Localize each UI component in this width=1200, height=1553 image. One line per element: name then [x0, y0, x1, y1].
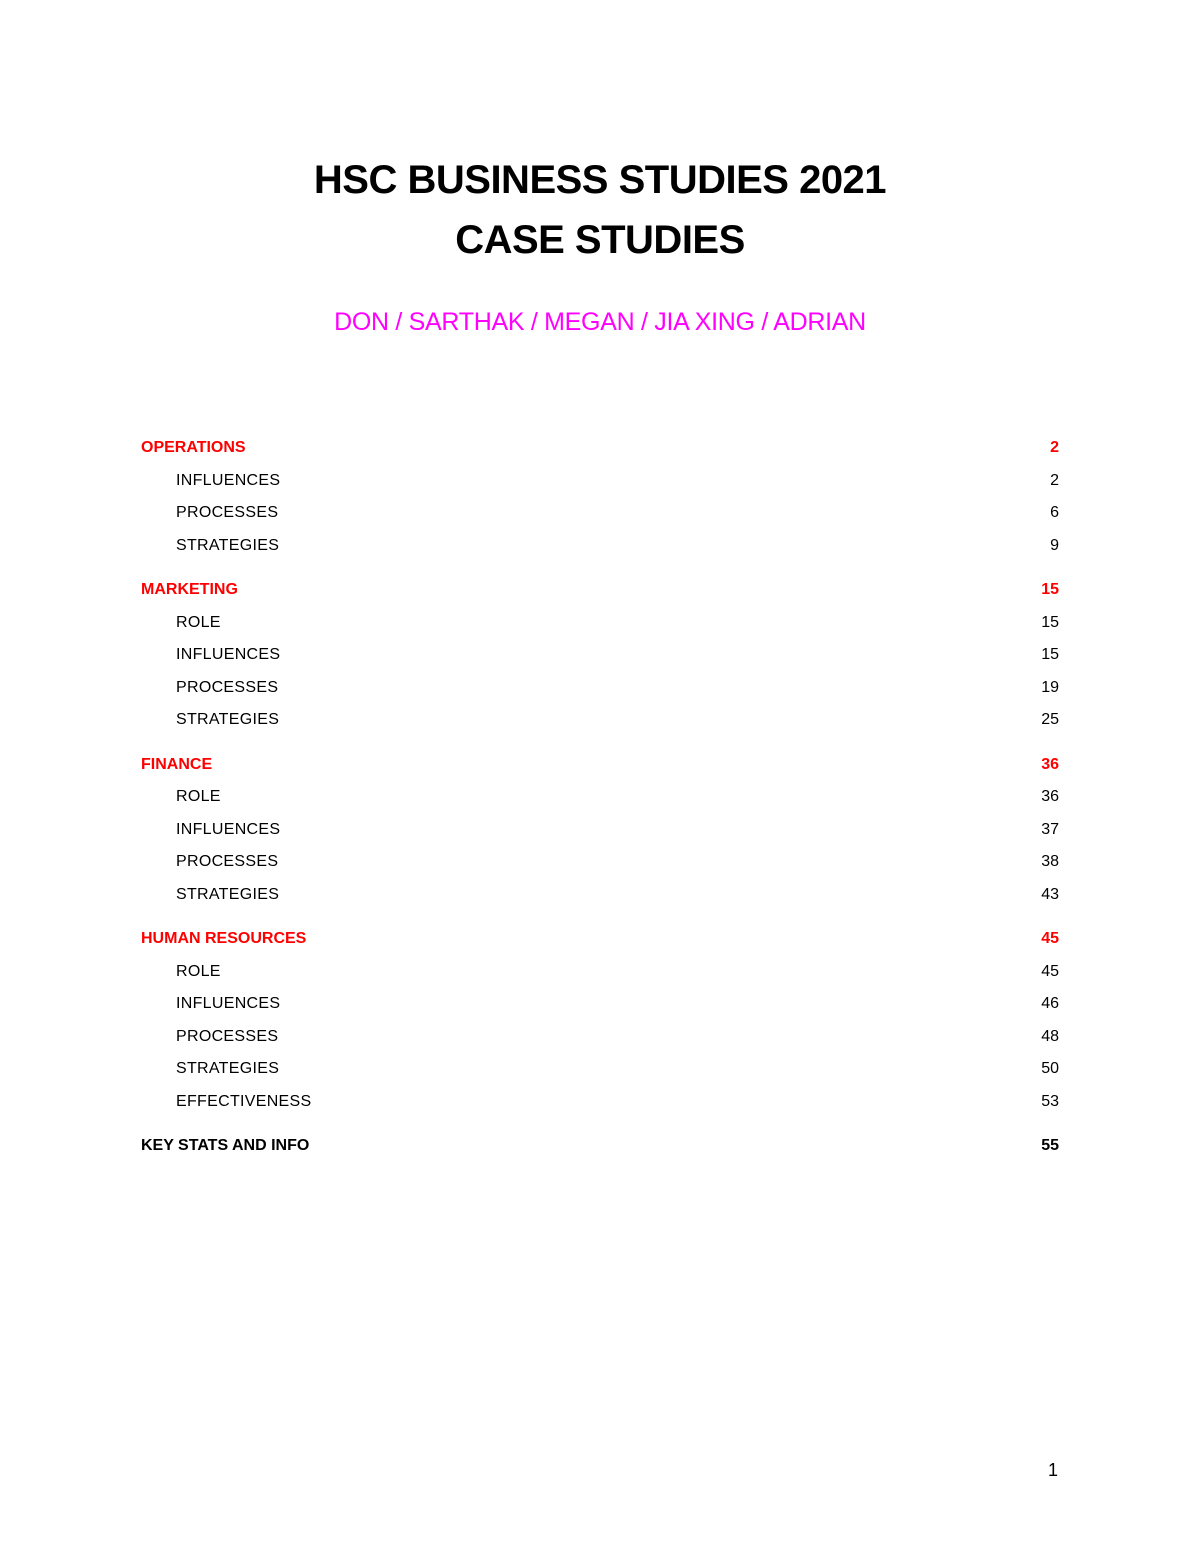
- toc-entry-page: 2: [1050, 471, 1059, 489]
- toc-entry-marketing-processes[interactable]: [141, 672, 1059, 705]
- toc-section-finance: [141, 749, 1059, 912]
- toc-entry-page: 19: [1041, 678, 1059, 696]
- toc-entry-label: PROCESSES: [176, 853, 279, 870]
- toc-entry-label: INFLUENCES: [176, 820, 281, 838]
- toc-entry-page: 43: [1041, 885, 1059, 903]
- toc-heading-key-stats[interactable]: [141, 1130, 1059, 1163]
- toc-entry-hr-strategies[interactable]: [141, 1053, 1059, 1086]
- toc-entry-marketing-influences[interactable]: [141, 639, 1059, 672]
- toc-heading-marketing[interactable]: [141, 574, 1059, 607]
- toc-entry-label: ROLE: [176, 962, 221, 980]
- toc-entry-hr-processes[interactable]: [141, 1021, 1059, 1054]
- toc-entry-hr-role[interactable]: [141, 956, 1059, 989]
- toc-entry-page: 36: [1041, 788, 1059, 805]
- page-number: 1: [1047, 1460, 1058, 1480]
- toc-section-operations: [141, 432, 1059, 562]
- toc-entry-page: 37: [1041, 820, 1059, 838]
- toc-entry-label: ROLE: [176, 613, 221, 631]
- toc-heading-label: MARKETING: [141, 581, 238, 598]
- toc-entry-finance-processes[interactable]: [141, 846, 1059, 879]
- table-of-contents: [141, 432, 1059, 1175]
- toc-entry-label: INFLUENCES: [176, 646, 281, 663]
- toc-heading-label: FINANCE: [141, 755, 213, 773]
- toc-heading-page: 15: [1041, 581, 1059, 598]
- toc-entry-marketing-strategies[interactable]: [141, 704, 1059, 737]
- toc-heading-operations[interactable]: [141, 432, 1059, 465]
- toc-entry-label: STRATEGIES: [176, 536, 280, 554]
- toc-entry-label: PROCESSES: [176, 678, 279, 696]
- toc-entry-label: EFFECTIVENESS: [176, 1092, 312, 1110]
- toc-entry-page: 38: [1041, 853, 1059, 870]
- toc-entry-label: INFLUENCES: [176, 995, 281, 1012]
- toc-section-human-resources: [141, 923, 1059, 1118]
- toc-entry-page: 15: [1041, 613, 1059, 631]
- toc-entry-page: 25: [1041, 711, 1059, 728]
- toc-entry-page: 48: [1041, 1027, 1059, 1045]
- toc-entry-label: ROLE: [176, 788, 221, 805]
- toc-heading-page: 45: [1041, 930, 1059, 947]
- toc-heading-label: KEY STATS AND INFO: [141, 1137, 310, 1154]
- toc-heading-page: 2: [1050, 439, 1059, 456]
- toc-entry-operations-strategies[interactable]: [141, 530, 1059, 563]
- toc-entry-label: STRATEGIES: [176, 1060, 280, 1077]
- toc-entry-hr-influences[interactable]: [141, 988, 1059, 1021]
- authors-line: DON / SARTHAK / MEGAN / JIA XING / ADRIAN: [334, 308, 866, 336]
- document-title: [0, 150, 1200, 270]
- toc-entry-page: 9: [1050, 536, 1059, 554]
- toc-entry-page: 6: [1050, 504, 1059, 521]
- toc-entry-operations-processes[interactable]: [141, 497, 1059, 530]
- toc-section-key-stats: [141, 1130, 1059, 1163]
- toc-entry-label: PROCESSES: [176, 504, 279, 521]
- toc-entry-finance-influences[interactable]: [141, 814, 1059, 847]
- toc-entry-label: PROCESSES: [176, 1027, 279, 1045]
- toc-heading-label: HUMAN RESOURCES: [141, 930, 307, 947]
- toc-entry-hr-effectiveness[interactable]: [141, 1086, 1059, 1119]
- toc-entry-label: INFLUENCES: [176, 471, 281, 489]
- toc-entry-page: 15: [1041, 646, 1059, 663]
- toc-entry-finance-strategies[interactable]: [141, 879, 1059, 912]
- toc-heading-page: 55: [1041, 1137, 1059, 1154]
- toc-entry-page: 50: [1041, 1060, 1059, 1077]
- toc-heading-finance[interactable]: [141, 749, 1059, 782]
- toc-heading-human-resources[interactable]: [141, 923, 1059, 956]
- toc-section-marketing: [141, 574, 1059, 737]
- toc-entry-page: 53: [1041, 1092, 1059, 1110]
- toc-entry-label: STRATEGIES: [176, 711, 280, 728]
- title-line-2: CASE STUDIES: [455, 218, 745, 262]
- toc-heading-label: OPERATIONS: [141, 439, 246, 456]
- toc-entry-label: STRATEGIES: [176, 885, 280, 903]
- title-line-1: HSC BUSINESS STUDIES 2021: [313, 158, 887, 202]
- toc-entry-page: 46: [1041, 995, 1059, 1012]
- toc-entry-page: 45: [1041, 962, 1059, 980]
- toc-heading-page: 36: [1041, 755, 1059, 773]
- toc-entry-marketing-role[interactable]: [141, 607, 1059, 640]
- toc-entry-operations-influences[interactable]: [141, 465, 1059, 498]
- toc-entry-finance-role[interactable]: [141, 781, 1059, 814]
